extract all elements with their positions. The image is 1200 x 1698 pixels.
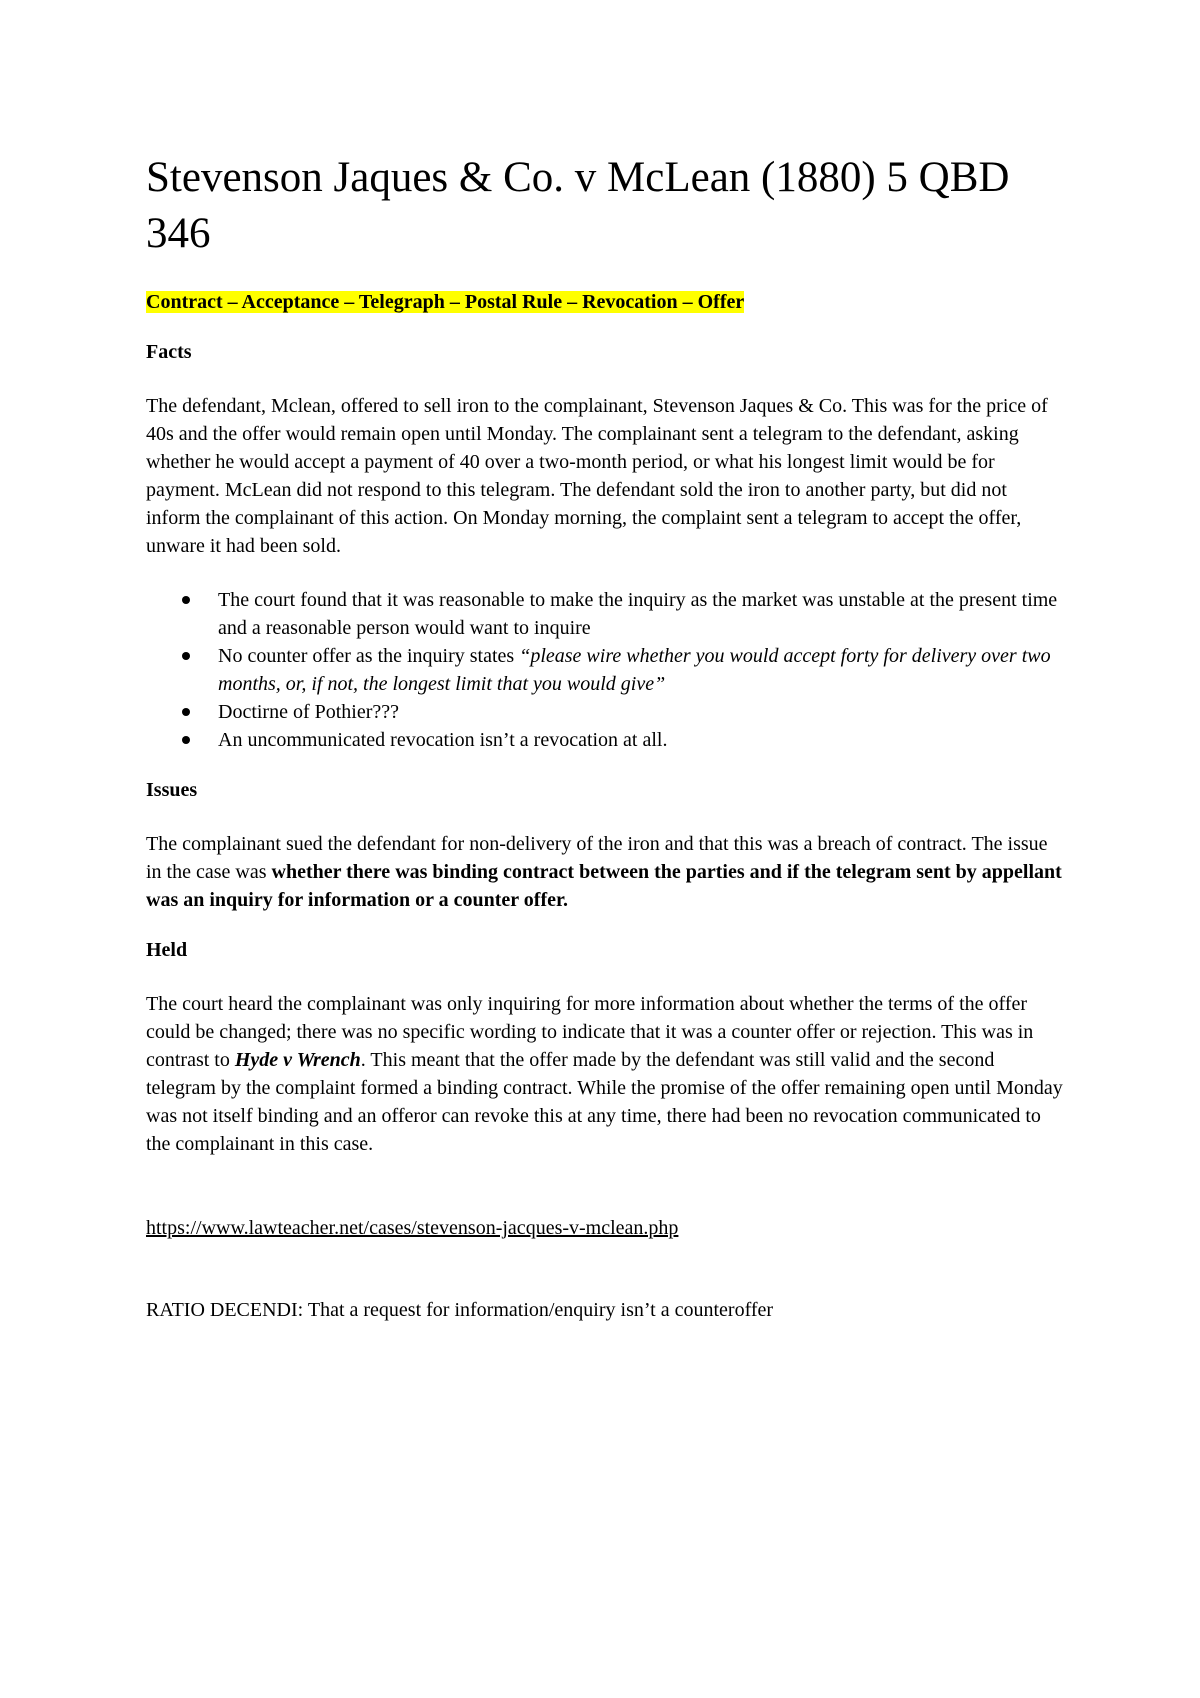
list-item bbox=[146, 642, 1066, 698]
topic-tagline bbox=[146, 288, 1070, 316]
list-item-text: Doctirne of Pothier??? bbox=[218, 701, 400, 723]
bullet-icon bbox=[182, 596, 190, 604]
facts-heading: Facts bbox=[146, 341, 192, 363]
issues-body-emphasis: whether there was binding contract between the parties and if the telegram sent by appellant was an inquiry for information or a counter offer. bbox=[146, 861, 1062, 911]
case-reference: Hyde v Wrench bbox=[234, 1049, 361, 1071]
list-item bbox=[146, 698, 1066, 726]
list-item bbox=[146, 586, 1066, 642]
bullet-icon bbox=[182, 736, 190, 744]
issues-body bbox=[146, 830, 1066, 914]
ratio-decidendi: RATIO DECENDI: That a request for information/enquiry isn’t a counteroffer bbox=[146, 1299, 774, 1321]
issues-heading: Issues bbox=[146, 779, 198, 801]
list-item-text: No counter offer as the inquiry states bbox=[218, 645, 520, 667]
tagline-highlight: Contract – Acceptance – Telegraph – Postal Rule – Revocation – Offer bbox=[146, 291, 745, 313]
facts-bullet-list bbox=[146, 586, 1066, 754]
bullet-icon bbox=[182, 708, 190, 716]
list-item-text: An uncommunicated revocation isn’t a revocation at all. bbox=[218, 729, 668, 751]
held-body-text-end: . This meant that the offer made by the defendant was still valid and the second telegram by the complaint formed a binding contract. While the promise of the offer remaining open until Monday was not itself binding and an offeror can revoke this at any time, there had been no revocation communicated to the complainant in this case. bbox=[146, 1049, 1063, 1155]
issues-body-text: The complainant sued the defendant for non-delivery of the iron and that this was a breach of contract. The issue in the case was bbox=[146, 833, 1048, 883]
held-heading: Held bbox=[146, 939, 188, 961]
source-link[interactable]: https://www.lawteacher.net/cases/stevenson-jacques-v-mclean.php bbox=[146, 1217, 679, 1239]
list-item bbox=[146, 726, 1066, 754]
bullet-icon bbox=[182, 652, 190, 660]
page-title: Stevenson Jaques & Co. v McLean (1880) 5 QBD 346 bbox=[146, 154, 1010, 257]
facts-body: The defendant, Mclean, offered to sell iron to the complainant, Stevenson Jaques & Co. This was for the price of 40s and the offer would remain open until Monday. The complainant sent a telegram to the defendant, asking whether he would accept a payment of 40 over a two-month period, or what his longest limit would be for payment. McLean did not respond to this telegram. The defendant sold the iron to another party, but did not inform the complainant of this action. On Monday morning, the complaint sent a telegram to accept the offer, unware it had been sold. bbox=[146, 395, 1048, 557]
held-body bbox=[146, 990, 1066, 1158]
held-body-text: The court heard the complainant was only inquiring for more information about whether the terms of the offer could be changed; there was no specific wording to indicate that it was a counter offer or rejection. This was in contrast to bbox=[146, 993, 1034, 1071]
list-item-text: The court found that it was reasonable to make the inquiry as the market was unstable at the present time and a reasonable person would want to inquire bbox=[218, 589, 1058, 639]
telegram-quote: “please wire whether you would accept forty for delivery over two months, or, if not, the longest limit that you would give” bbox=[218, 645, 1051, 695]
